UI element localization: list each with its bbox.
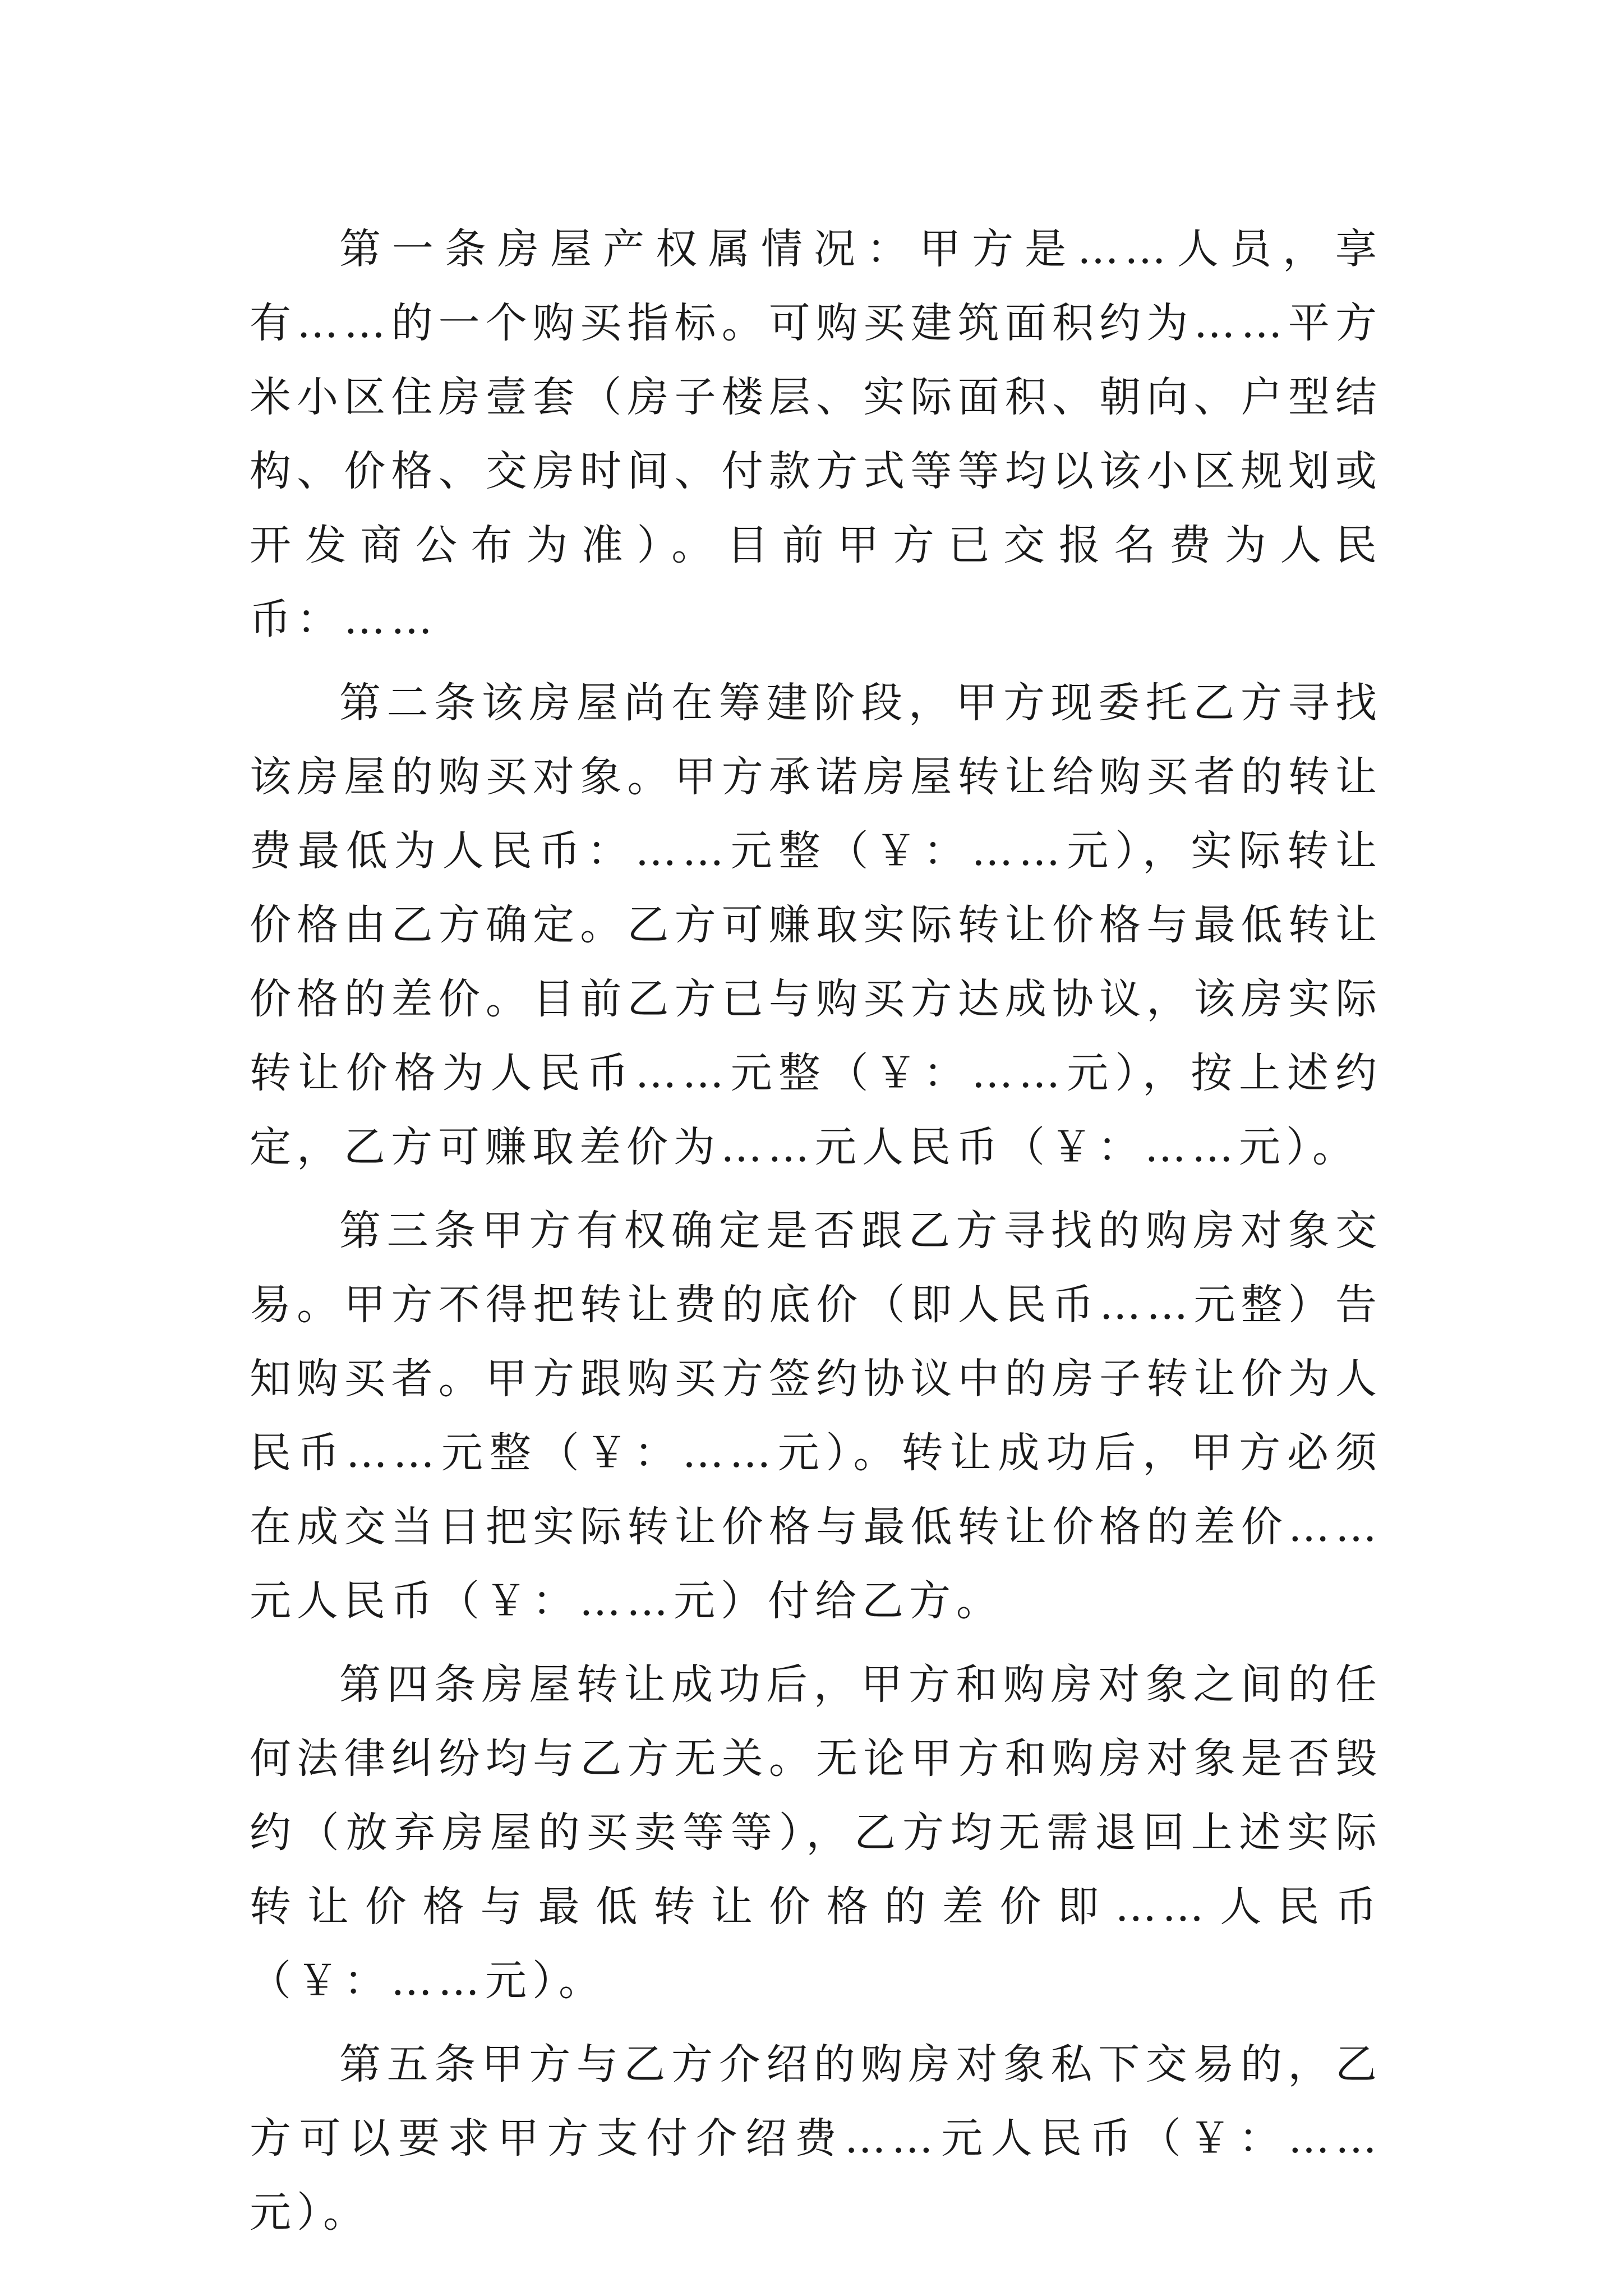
- clause-5: 第五条甲方与乙方介绍的购房对象私下交易的，乙方可以要求甲方支付介绍费……元人民币（￥：……元）。: [250, 2040, 1382, 2237]
- clause-4: 第四条房屋转让成功后，甲方和购房对象之间的任何法律纠纷均与乙方无关。无论甲方和购房对象是否毁约（放弃房屋的买卖等等），乙方均无需退回上述实际转让价格与最低转让价格的差价即……人民币（￥：……元）。: [250, 1660, 1382, 2005]
- clause-1: 第一条房屋产权属情况：甲方是……人员，享有……的一个购买指标。可购买建筑面积约为……平方米小区住房壹套（房子楼层、实际面积、朝向、户型结构、价格、交房时间、付款方式等等均以该小区规划或开发商公布为准）。目前甲方已交报名费为人民币：……: [250, 225, 1382, 643]
- document-body: [250, 212, 1382, 2259]
- clause-3: 第三条甲方有权确定是否跟乙方寻找的购房对象交易。甲方不得把转让费的底价（即人民币……元整）告知购买者。甲方跟购买方签约协议中的房子转让价为人民币……元整（￥：……元）。转让成功后，甲方必须在成交当日把实际转让价格与最低转让价格的差价……元人民币（￥：……元）付给乙方。: [250, 1207, 1382, 1625]
- clause-2: 第二条该房屋尚在筹建阶段，甲方现委托乙方寻找该房屋的购买对象。甲方承诺房屋转让给购买者的转让费最低为人民币：……元整（￥：……元），实际转让价格由乙方确定。乙方可赚取实际转让价格与最低转让价格的差价。目前乙方已与购买方达成协议，该房实际转让价格为人民币……元整（￥：……元），按上述约定，乙方可赚取差价为……元人民币（￥：……元）。: [250, 679, 1382, 1171]
